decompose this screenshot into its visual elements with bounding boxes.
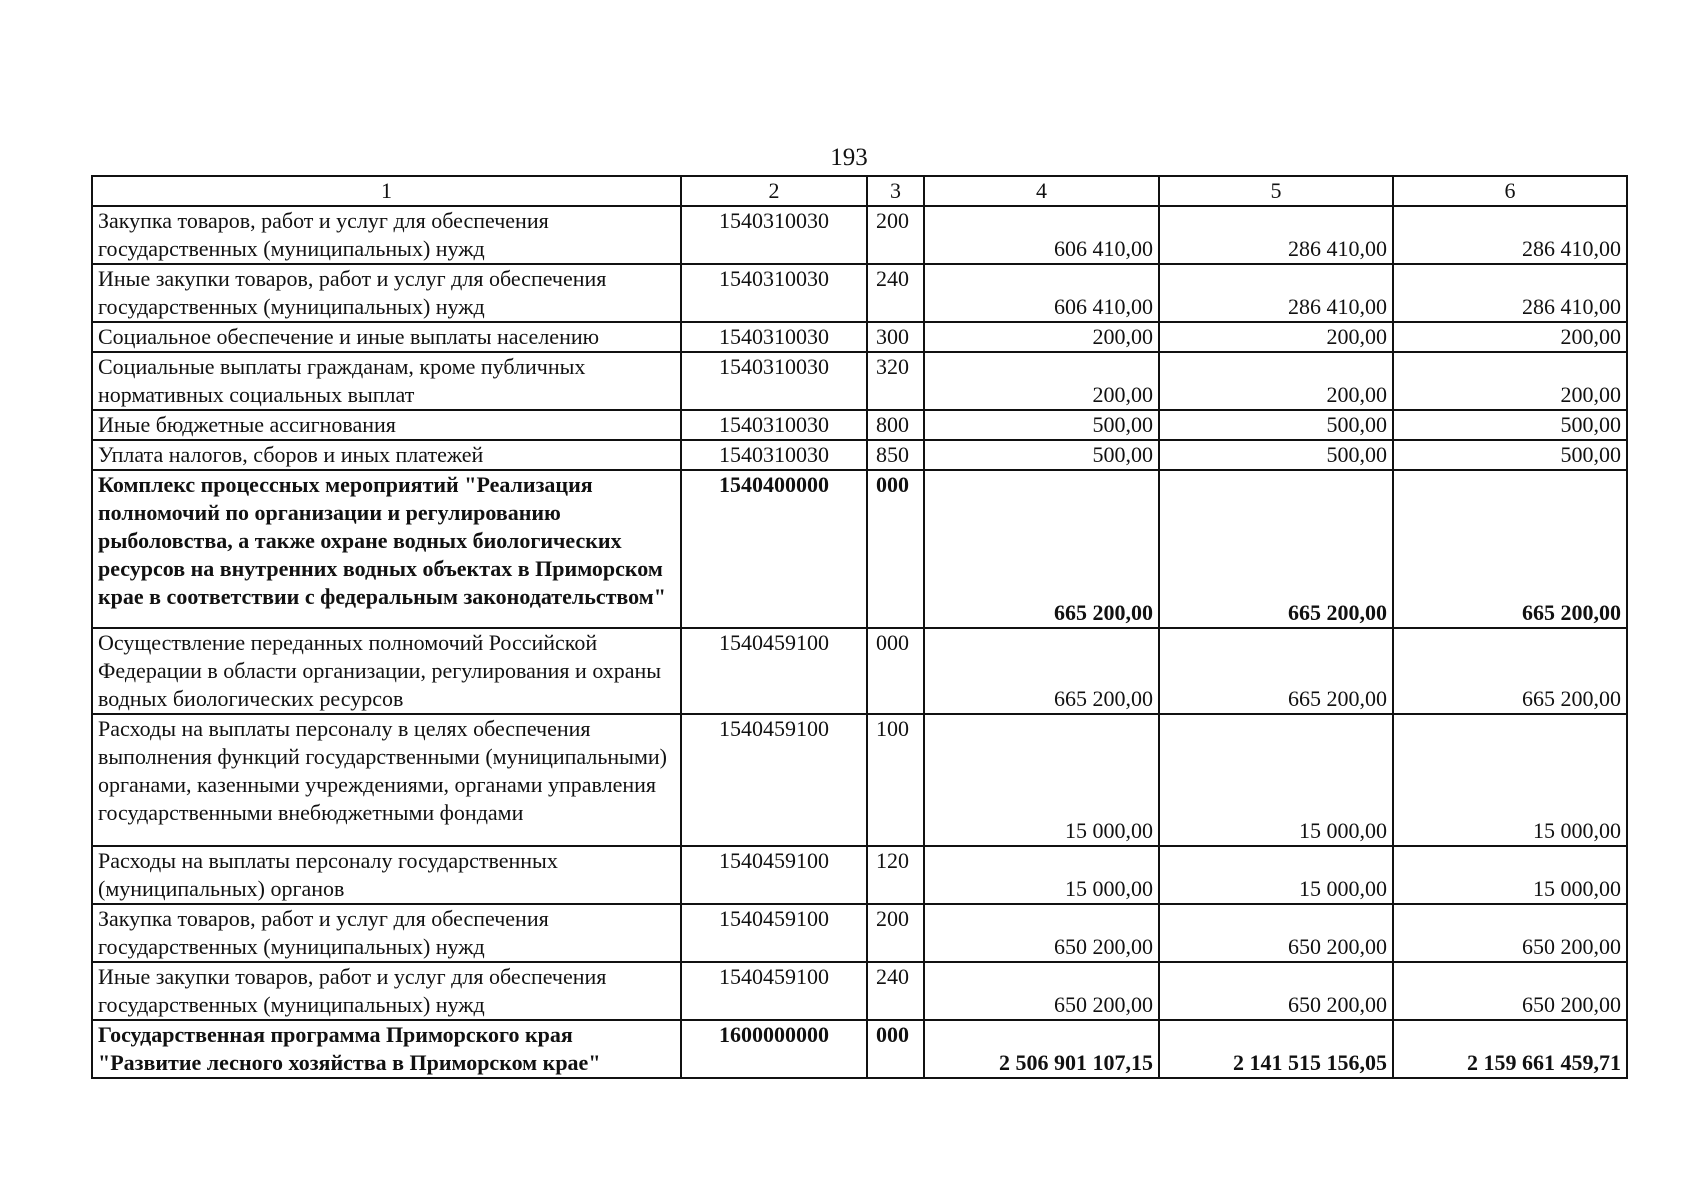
amount-column-5: 500,00 (1159, 440, 1393, 470)
column-header: 5 (1159, 176, 1393, 206)
target-article-code: 1540459100 (681, 714, 867, 846)
target-article-code: 1540400000 (681, 470, 867, 628)
amount-column-5: 650 200,00 (1159, 962, 1393, 1020)
amount-column-4: 2 506 901 107,15 (924, 1020, 1159, 1078)
amount-column-6: 200,00 (1393, 352, 1627, 410)
amount-column-4: 500,00 (924, 440, 1159, 470)
amount-column-4: 665 200,00 (924, 470, 1159, 628)
amount-column-6: 650 200,00 (1393, 904, 1627, 962)
amount-column-6: 665 200,00 (1393, 628, 1627, 714)
item-name: Осуществление переданных полномочий Российской Федерации в области организации, регулирования и охраны водных биологических ресурсов (92, 628, 681, 714)
column-header: 2 (681, 176, 867, 206)
expense-type-code: 300 (867, 322, 924, 352)
amount-column-5: 665 200,00 (1159, 470, 1393, 628)
column-header: 6 (1393, 176, 1627, 206)
amount-column-5: 665 200,00 (1159, 628, 1393, 714)
table-row (92, 352, 1627, 410)
amount-column-6: 200,00 (1393, 322, 1627, 352)
expense-type-code: 200 (867, 206, 924, 264)
expense-type-code: 850 (867, 440, 924, 470)
page-number: 193 (830, 144, 868, 171)
table-row (92, 440, 1627, 470)
expense-type-code: 000 (867, 1020, 924, 1078)
amount-column-5: 286 410,00 (1159, 264, 1393, 322)
expense-type-code: 320 (867, 352, 924, 410)
amount-column-6: 500,00 (1393, 440, 1627, 470)
column-number-row (92, 176, 1627, 206)
target-article-code: 1540310030 (681, 352, 867, 410)
item-name: Государственная программа Приморского края "Развитие лесного хозяйства в Приморском крае" (92, 1020, 681, 1078)
target-article-code: 1540310030 (681, 264, 867, 322)
amount-column-4: 200,00 (924, 352, 1159, 410)
amount-column-6: 2 159 661 459,71 (1393, 1020, 1627, 1078)
amount-column-4: 606 410,00 (924, 264, 1159, 322)
amount-column-5: 15 000,00 (1159, 714, 1393, 846)
amount-column-5: 2 141 515 156,05 (1159, 1020, 1393, 1078)
table-row (92, 410, 1627, 440)
column-header: 1 (92, 176, 681, 206)
target-article-code: 1540310030 (681, 440, 867, 470)
expense-type-code: 240 (867, 264, 924, 322)
amount-column-5: 200,00 (1159, 352, 1393, 410)
target-article-code: 1540310030 (681, 322, 867, 352)
target-article-code: 1540459100 (681, 628, 867, 714)
table-row (92, 206, 1627, 264)
item-name: Закупка товаров, работ и услуг для обеспечения государственных (муниципальных) нужд (92, 206, 681, 264)
table-row (92, 322, 1627, 352)
column-header: 3 (867, 176, 924, 206)
amount-column-6: 665 200,00 (1393, 470, 1627, 628)
amount-column-5: 500,00 (1159, 410, 1393, 440)
amount-column-4: 15 000,00 (924, 714, 1159, 846)
item-name: Расходы на выплаты персоналу в целях обеспечения выполнения функций государственными (муниципальными) органами, казенными учреждениями, органами управления государственными внебюджетными фондами (92, 714, 681, 846)
amount-column-4: 200,00 (924, 322, 1159, 352)
amount-column-6: 15 000,00 (1393, 846, 1627, 904)
item-name: Комплекс процессных мероприятий "Реализация полномочий по организации и регулированию рыболовства, а также охране водных биологических ресурсов на внутренних водных объектах в Приморском крае в соответствии с федеральным законодательством" (92, 470, 681, 628)
expense-type-code: 100 (867, 714, 924, 846)
table-row (92, 628, 1627, 714)
budget-table (91, 175, 1628, 1079)
target-article-code: 1540310030 (681, 206, 867, 264)
amount-column-5: 286 410,00 (1159, 206, 1393, 264)
table-row (92, 1020, 1627, 1078)
column-header: 4 (924, 176, 1159, 206)
item-name: Иные бюджетные ассигнования (92, 410, 681, 440)
table-row (92, 264, 1627, 322)
expense-type-code: 240 (867, 962, 924, 1020)
expense-type-code: 000 (867, 470, 924, 628)
amount-column-4: 15 000,00 (924, 846, 1159, 904)
amount-column-4: 500,00 (924, 410, 1159, 440)
expense-type-code: 200 (867, 904, 924, 962)
amount-column-4: 650 200,00 (924, 904, 1159, 962)
target-article-code: 1540310030 (681, 410, 867, 440)
item-name: Социальное обеспечение и иные выплаты населению (92, 322, 681, 352)
target-article-code: 1540459100 (681, 846, 867, 904)
target-article-code: 1600000000 (681, 1020, 867, 1078)
amount-column-6: 286 410,00 (1393, 264, 1627, 322)
item-name: Расходы на выплаты персоналу государственных (муниципальных) органов (92, 846, 681, 904)
item-name: Иные закупки товаров, работ и услуг для обеспечения государственных (муниципальных) нужд (92, 962, 681, 1020)
amount-column-5: 200,00 (1159, 322, 1393, 352)
table-row (92, 904, 1627, 962)
amount-column-6: 15 000,00 (1393, 714, 1627, 846)
amount-column-5: 650 200,00 (1159, 904, 1393, 962)
amount-column-6: 286 410,00 (1393, 206, 1627, 264)
expense-type-code: 000 (867, 628, 924, 714)
amount-column-4: 650 200,00 (924, 962, 1159, 1020)
item-name: Иные закупки товаров, работ и услуг для обеспечения государственных (муниципальных) нужд (92, 264, 681, 322)
item-name: Социальные выплаты гражданам, кроме публичных нормативных социальных выплат (92, 352, 681, 410)
amount-column-6: 500,00 (1393, 410, 1627, 440)
amount-column-4: 665 200,00 (924, 628, 1159, 714)
item-name: Закупка товаров, работ и услуг для обеспечения государственных (муниципальных) нужд (92, 904, 681, 962)
amount-column-6: 650 200,00 (1393, 962, 1627, 1020)
table-row (92, 470, 1627, 628)
amount-column-5: 15 000,00 (1159, 846, 1393, 904)
amount-column-4: 606 410,00 (924, 206, 1159, 264)
table-row (92, 962, 1627, 1020)
expense-type-code: 120 (867, 846, 924, 904)
expense-type-code: 800 (867, 410, 924, 440)
table-row (92, 714, 1627, 846)
target-article-code: 1540459100 (681, 904, 867, 962)
item-name: Уплата налогов, сборов и иных платежей (92, 440, 681, 470)
target-article-code: 1540459100 (681, 962, 867, 1020)
table-row (92, 846, 1627, 904)
